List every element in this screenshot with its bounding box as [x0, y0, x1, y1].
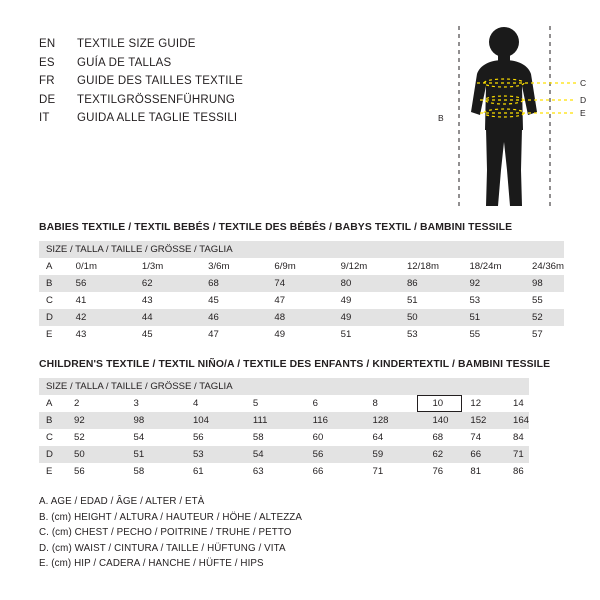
babies-size-table	[39, 241, 564, 343]
row-label: A	[46, 398, 53, 409]
cell: 53	[406, 329, 418, 340]
cell: 3	[133, 398, 139, 409]
cell: 55	[469, 329, 481, 340]
cell: 76	[432, 466, 444, 477]
row-label: B	[46, 415, 53, 426]
language-code: EN	[39, 38, 56, 50]
table-row	[39, 395, 529, 412]
cell: 58	[133, 466, 145, 477]
cell: 152	[470, 415, 487, 426]
children-section-title: CHILDREN'S TEXTILE / TEXTIL NIÑO/A / TEXTILE DES ENFANTS / KINDERTEXTIL / BAMBINI TESSILE	[39, 359, 551, 370]
cell: 45	[208, 295, 219, 306]
cell: 2	[74, 398, 80, 409]
cell: 86	[512, 466, 524, 477]
cell: 54	[252, 449, 264, 460]
cell: 9/12m	[340, 261, 368, 272]
cell: 81	[470, 466, 482, 477]
cell: 92	[469, 278, 481, 289]
header-cell-label: SIZE / TALLA / TAILLE / GRÖSSE / TAGLIA	[46, 244, 233, 255]
cell: 42	[75, 312, 87, 323]
language-title: TEXTILGRÖSSENFÜHRUNG	[77, 93, 235, 106]
language-row	[39, 94, 243, 113]
cell: 63	[252, 466, 264, 477]
legend-line: A. AGE / EDAD / ÂGE / ALTER / ETÀ	[39, 496, 205, 507]
legend	[39, 496, 302, 574]
cell: 51	[133, 449, 145, 460]
cell: 53	[469, 295, 481, 306]
cell: 24/36m	[532, 261, 564, 272]
cell: 84	[512, 432, 524, 443]
cell: 80	[340, 278, 352, 289]
cell: 71	[512, 449, 524, 460]
language-code: FR	[39, 75, 55, 87]
table-row	[39, 292, 564, 309]
cell: 0/1m	[75, 261, 97, 272]
cell: 14	[512, 398, 524, 409]
figure-label-waist: D	[580, 95, 587, 105]
cell: 41	[75, 295, 87, 306]
cell: 57	[532, 329, 543, 340]
cell: 54	[133, 432, 145, 443]
cell: 8	[372, 398, 378, 409]
cell: 49	[340, 312, 352, 323]
table-row	[39, 412, 529, 429]
legend-line: E. (cm) HIP / CADERA / HANCHE / HÜFTE / HIPS	[39, 558, 264, 570]
cell: 71	[372, 466, 384, 477]
row-label: B	[46, 278, 53, 289]
cell: 3/6m	[208, 261, 230, 272]
language-title: GUIDE DES TAILLES TEXTILE	[77, 75, 244, 87]
cell: 86	[406, 278, 418, 289]
cell: 43	[75, 329, 87, 340]
cell: 47	[274, 295, 286, 306]
header-cell-label: SIZE / TALLA / TAILLE / GRÖSSE / TAGLIA	[46, 381, 233, 392]
cell: 44	[141, 312, 153, 323]
cell: 56	[75, 278, 87, 289]
row-label: A	[46, 261, 53, 272]
figure-label-hip: E	[580, 108, 586, 118]
cell: 1/3m	[141, 261, 164, 272]
cell: 111	[252, 415, 268, 426]
cell: 12/18m	[406, 261, 439, 272]
table-row	[39, 275, 564, 292]
cell: 98	[532, 278, 543, 289]
row-label: E	[46, 466, 53, 477]
cell: 164	[512, 415, 529, 426]
table-row	[39, 463, 529, 480]
cell: 56	[74, 466, 85, 477]
cell: 98	[133, 415, 145, 426]
cell: 51	[469, 312, 481, 323]
measurement-figure	[430, 20, 590, 215]
legend-line: C. (cm) CHEST / PECHO / POITRINE / TRUHE / PETTO	[39, 527, 292, 539]
cell: 104	[192, 415, 209, 426]
cell: 116	[312, 415, 328, 426]
cell: 52	[74, 432, 85, 443]
header	[0, 0, 600, 215]
cell: 10	[432, 398, 444, 409]
cell: 128	[372, 415, 389, 426]
cell: 18/24m	[469, 261, 502, 272]
language-title: GUIDA ALLE TAGLIE TESSILI	[77, 112, 238, 124]
language-title: TEXTILE SIZE GUIDE	[77, 38, 196, 50]
language-row	[39, 57, 243, 76]
cell: 56	[312, 449, 324, 460]
cell: 74	[470, 432, 482, 443]
cell: 48	[274, 312, 286, 323]
table-row	[39, 326, 564, 343]
figure-label-chest: C	[580, 78, 587, 88]
row-label: C	[46, 432, 53, 443]
table-header-row	[39, 241, 564, 258]
cell: 5	[252, 398, 259, 409]
table-row	[39, 309, 564, 326]
cell: 6/9m	[274, 261, 296, 272]
cell: 49	[274, 329, 286, 340]
table-row	[39, 258, 564, 275]
language-row	[39, 38, 243, 57]
language-code: IT	[39, 112, 50, 124]
cell: 140	[432, 415, 449, 426]
cell: 47	[208, 329, 219, 340]
legend-line: B. (cm) HEIGHT / ALTURA / HAUTEUR / HÖHE / ALTEZZA	[39, 511, 303, 523]
figure-label-height: B	[438, 113, 444, 123]
cell: 66	[470, 449, 482, 460]
cell: 49	[340, 295, 352, 306]
cell: 46	[208, 312, 219, 323]
cell: 92	[74, 415, 85, 426]
language-row	[39, 75, 243, 94]
cell: 58	[252, 432, 264, 443]
cell: 45	[141, 329, 153, 340]
cell: 50	[74, 449, 85, 460]
table-row	[39, 429, 529, 446]
cell: 50	[406, 312, 418, 323]
cell: 59	[372, 449, 384, 460]
cell: 66	[312, 466, 324, 477]
table-header-row	[39, 378, 529, 395]
language-code: ES	[39, 56, 55, 69]
cell: 55	[532, 295, 543, 306]
language-list	[39, 38, 243, 131]
babies-section-title: BABIES TEXTILE / TEXTIL BEBÉS / TEXTILE DES BÉBÉS / BABYS TEXTIL / BAMBINI TESSILE	[39, 222, 513, 233]
row-label: E	[46, 329, 53, 340]
row-label: C	[46, 295, 53, 306]
cell: 68	[432, 432, 444, 443]
cell: 53	[192, 449, 204, 460]
cell: 74	[274, 278, 286, 289]
language-title: GUÍA DE TALLAS	[77, 56, 172, 69]
cell: 43	[141, 295, 153, 306]
cell: 51	[340, 329, 352, 340]
children-size-table	[39, 378, 529, 480]
language-row	[39, 112, 243, 131]
cell: 64	[372, 432, 384, 443]
row-label: D	[46, 312, 53, 323]
cell: 56	[192, 432, 204, 443]
cell: 52	[532, 312, 543, 323]
cell: 6	[312, 398, 318, 409]
cell: 68	[208, 278, 219, 289]
legend-line: D. (cm) WAIST / CINTURA / TAILLE / HÜFTUNG / VITA	[39, 542, 286, 554]
cell: 61	[192, 466, 204, 477]
cell: 12	[470, 398, 482, 409]
cell: 62	[432, 449, 444, 460]
cell: 51	[406, 295, 418, 306]
cell: 62	[141, 278, 153, 289]
table-row	[39, 446, 529, 463]
cell: 60	[312, 432, 324, 443]
cell: 4	[192, 398, 199, 409]
row-label: D	[46, 449, 53, 460]
language-code: DE	[39, 93, 56, 106]
